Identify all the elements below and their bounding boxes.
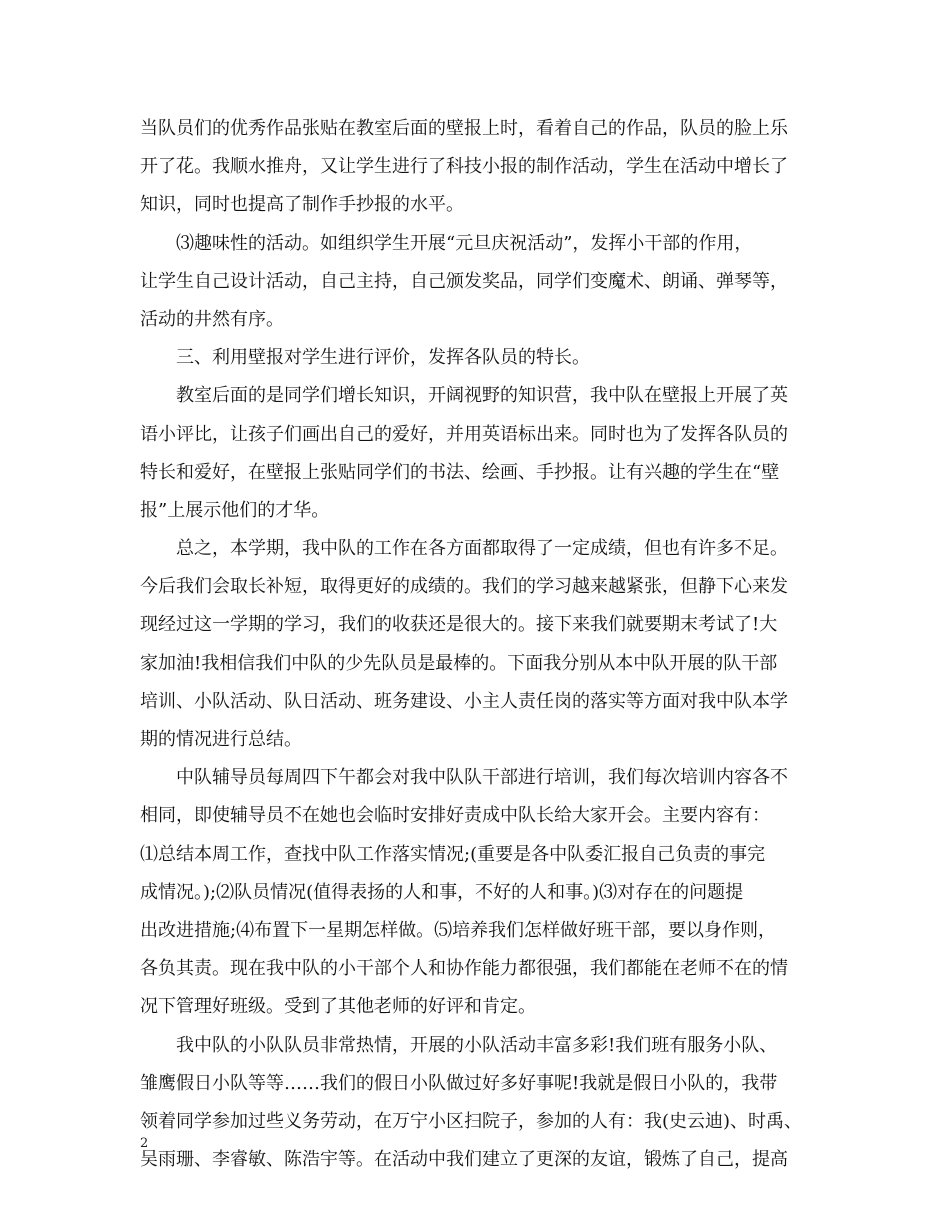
text-line: ⑴总结本周工作，查找中队工作落实情况;(重要是各中队委汇报自己负责的事完 <box>140 843 766 865</box>
text-line: 开了花。我顺水推舟，又让学生进行了科技小报的制作活动，学生在活动中增长了 <box>140 156 788 178</box>
text-line: 今后我们会取长补短，取得更好的成绩的。我们的学习越来越紧张，但静下心来发 <box>140 576 788 598</box>
text-line: 三、利用壁报对学生进行评价，发挥各队员的特长。 <box>176 347 590 369</box>
text-line: 培训、小队活动、队日活动、班务建设、小主人责任岗的落实等方面对我中队本学 <box>140 690 788 712</box>
page-number: 2 <box>140 1136 149 1151</box>
text-line: 吴雨珊、李睿敏、陈浩宇等。在活动中我们建立了更深的友谊，锻炼了自己，提高 <box>140 1149 788 1171</box>
text-line: 领着同学参加过些义务劳动，在万宁小区扫院子，参加的人有：我(史云迪)、时禹、 <box>140 1110 803 1132</box>
text-line: 各负其责。现在我中队的小干部个人和协作能力都很强，我们都能在老师不在的情 <box>140 958 788 980</box>
text-line: 现经过这一学期的学习，我们的收获还是很大的。接下来我们就要期末考试了!大 <box>140 614 778 636</box>
text-line: 期的情况进行总结。 <box>140 729 302 750</box>
text-line: 成情况。);⑵队员情况(值得表扬的人和事，不好的人和事。)⑶对存在的问题提 <box>140 881 744 903</box>
text-line: 家加油!我相信我们中队的少先队员是最棒的。下面我分别从本中队开展的队干部 <box>140 652 778 674</box>
text-line: ⑶趣味性的活动。如组织学生开展“元旦庆祝活动”，发挥小干部的作用， <box>176 232 753 254</box>
text-line: 活动的井然有序。 <box>140 308 284 330</box>
text-line: 雏鹰假日小队等等……我们的假日小队做过好多好事呢!我就是假日小队的，我带 <box>140 1072 778 1094</box>
text-line: 出改进措施;⑷布置下一星期怎样做。⑸培养我们怎样做好班干部，要以身作则， <box>140 919 777 941</box>
text-line: 语小评比，让孩子们画出自己的爱好，并用英语标出来。同时也为了发挥各队员的 <box>140 423 788 445</box>
text-line: 让学生自己设计活动，自己主持，自己颁发奖品，同学们变魔术、朗诵、弹琴等， <box>140 270 788 292</box>
text-line: 中队辅导员每周四下午都会对我中队队干部进行培训，我们每次培训内容各不 <box>176 767 788 789</box>
text-line: 我中队的小队队员非常热情，开展的小队活动丰富多彩!我们班有服务小队、 <box>176 1034 778 1056</box>
text-line: 报”上展示他们的才华。 <box>140 499 330 521</box>
document-body <box>140 110 812 1179</box>
text-line: 知识，同时也提高了制作手抄报的水平。 <box>140 194 464 216</box>
text-line: 教室后面的是同学们增长知识，开阔视野的知识营，我中队在壁报上开展了英 <box>176 385 788 407</box>
text-line: 特长和爱好，在壁报上张贴同学们的书法、绘画、手抄报。让有兴趣的学生在“壁 <box>140 461 780 483</box>
text-line: 总之，本学期，我中队的工作在各方面都取得了一定成绩，但也有许多不足。 <box>176 538 788 560</box>
text-line: 当队员们的优秀作品张贴在教室后面的壁报上时，看着自己的作品，队员的脸上乐 <box>140 118 788 139</box>
text-line: 况下管理好班级。受到了其他老师的好评和肯定。 <box>140 996 536 1018</box>
text-line: 相同，即使辅导员不在她也会临时安排好责成中队长给大家开会。主要内容有： <box>140 805 770 827</box>
